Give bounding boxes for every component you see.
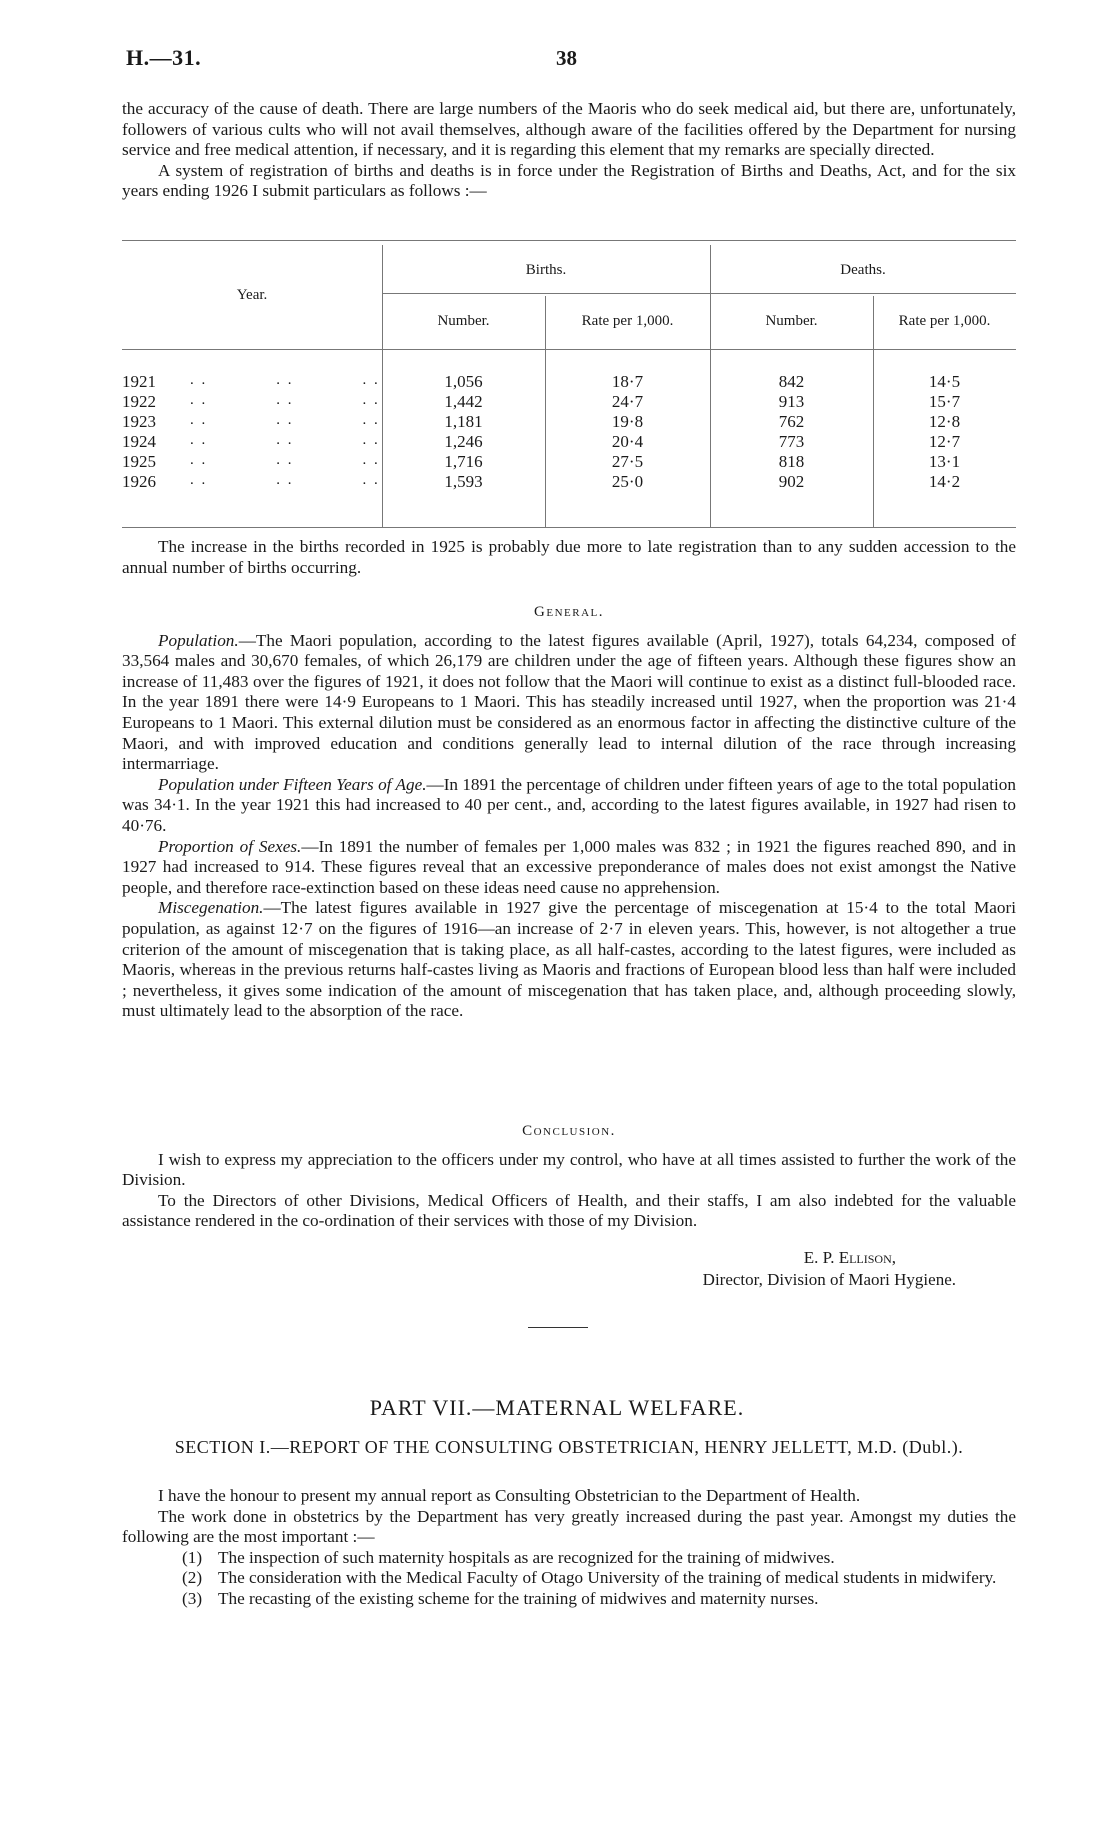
leader-dots: . . . . . . [190,372,380,388]
intro-paragraph-2: A system of registration of births and deaths is in force under the Registration of Births and Deaths, Act, and for the six years ending 1926 I submit particulars as follows :— [122,160,1016,201]
deaths-number-cell: 902 [778,472,805,491]
deaths-rate-cell: 12·7 [928,432,961,451]
list-item-number: (1) [182,1547,203,1567]
year-column-header: Year. [236,287,268,303]
deaths-number-cell: 773 [778,432,805,451]
deaths-rate-cell: 15·7 [928,392,961,411]
population-paragraph [122,631,1016,775]
after-table-section [122,537,1016,578]
leader-dots: . . . . . . [190,392,380,408]
signature-title: Director, Division of Maori Hygiene. [702,1270,956,1289]
births-rate-cell: 24·7 [611,392,644,411]
deaths-rate-header: Rate per 1,000. [898,313,991,329]
deaths-number-cell: 913 [778,392,805,411]
list-item-text: The consideration with the Medical Faculty of Otago University of the training of medical students in midwifery. [218,1568,997,1588]
births-number-cell: 1,181 [444,412,483,431]
births-number-cell: 1,246 [444,432,483,451]
births-rate-cell: 27·5 [611,452,644,471]
deaths-rate-cell: 12·8 [928,412,961,431]
deaths-number-cell: 818 [778,452,805,471]
list-item-text: The inspection of such maternity hospitals as are recognized for the training of midwives. [218,1547,835,1567]
births-column-header: Births. [525,262,567,278]
part-paragraph-2: The work done in obstetrics by the Department has very greatly increased during the past year. Amongst my duties the following are the most important :— [122,1506,1016,1547]
conclusion-paragraph-2: To the Directors of other Divisions, Medical Officers of Health, and their staffs, I am also indebted for the valuable assistance rendered in the co-ordination of their services with those of my Division. [122,1190,1016,1231]
list-item-text: The recasting of the existing scheme for the training of midwives and maternity nurses. [218,1588,819,1608]
conclusion-paragraph-1: I wish to express my appreciation to the officers under my control, who have at all times assisted to further the work of the Division. [122,1149,1016,1190]
table-row-year: 1923 [122,412,156,431]
conclusion-section [122,1121,1016,1232]
page-number: 38 [556,46,577,70]
miscegenation-label: Miscegenation. [158,898,264,918]
table-header-rule [122,349,1016,350]
conclusion-heading: Conclusion. [522,1123,616,1139]
sexes-text: —In 1891 the number of females per 1,000 males was 832 ; in 1921 the figures reached 890, and in 1927 had increased to 914. These figures reveal that an excessive preponderance of males does not exist amongst the Native people, and therefore race-extinction based on these ideas need cause no apprehension. [122,836,1017,897]
table-row-year: 1926 [122,472,156,491]
under-fifteen-text: —In 1891 the percentage of children under fifteen years of age to the total population was 34·1. In the year 1921 this had increased to 40 per cent., and, according to the latest figures available, in 1927 had risen to 40·76. [122,774,1016,835]
leader-dots: . . . . . . [190,452,380,468]
deaths-number-cell: 762 [778,412,805,431]
births-number-cell: 1,056 [444,372,483,391]
births-number-cell: 1,442 [444,392,483,411]
part-body [122,1486,1016,1610]
signature-name: E. P. Ellison, [803,1248,896,1267]
births-rate-cell: 19·8 [611,412,644,431]
population-label: Population. [158,630,239,650]
births-number-cell: 1,593 [444,472,483,491]
miscegenation-text: —The latest figures available in 1927 give the percentage of miscegenation at 15·4 to the total Maori population, as against 12·7 on the figures of 1916—an increase of 2·7 in eleven years. This, however, is not altogether a true criterion of the amount of miscegenation that is taking place, as all half-castes, according to the latest figures, were included as Maoris, whereas in the previous returns half-castes living as Maoris and fractions of European blood less than half were included ; nevertheless, it gives some indication of the amount of miscegenation that has taken place, and, although proceeding slowly, must ultimately lead to the absorption of the race. [122,898,1016,1021]
leader-dots: . . . . . . [190,472,380,488]
list-item-number: (3) [182,1588,203,1608]
part-title: PART VII.—MATERNAL WELFARE. [369,1395,745,1420]
sexes-paragraph [122,837,1016,899]
births-rate-cell: 25·0 [611,472,644,491]
table-top-rule [122,240,1016,241]
list-item-number: (2) [182,1568,203,1588]
table-row-year: 1921 [122,372,156,391]
part-paragraph-1: I have the honour to present my annual report as Consulting Obstetrician to the Department of Health. [158,1486,861,1505]
section-divider [528,1327,588,1328]
births-rate-cell: 20·4 [611,432,644,451]
deaths-rate-cell: 14·5 [928,372,961,391]
section-title: SECTION I.—REPORT OF THE CONSULTING OBSTETRICIAN, HENRY JELLETT, M.D. (Dubl.). [174,1437,964,1457]
intro-section [122,99,1016,202]
miscegenation-paragraph [122,898,1016,1022]
deaths-column-header: Deaths. [840,262,886,278]
table-row-year: 1922 [122,392,156,411]
deaths-number-header: Number. [765,313,818,329]
table-row-year: 1925 [122,452,156,471]
leader-dots: . . . . . . [190,412,380,428]
general-section [122,602,1016,1022]
deaths-rate-cell: 14·2 [928,472,961,491]
sexes-label: Proportion of Sexes. [158,836,302,856]
deaths-number-cell: 842 [778,372,805,391]
general-heading: General. [534,604,604,620]
table-bottom-rule [122,527,1016,528]
births-number-cell: 1,716 [444,452,483,471]
table-row-year: 1924 [122,432,156,451]
list-item [122,1589,1016,1610]
deaths-rate-cell: 13·1 [928,452,961,471]
after-table-paragraph: The increase in the births recorded in 1925 is probably due more to late registration than to any sudden accession to the annual number of births occurring. [122,537,1016,577]
list-item [122,1568,1016,1589]
population-text: —The Maori population, according to the latest figures available (April, 1927), totals 64,234, composed of 33,564 males and 30,670 females, of which 26,179 are children under the age of fifteen years. Although these figures show an increase of 11,483 over the figures of 1921, it does not follow that the Maori will continue to exist as a distinct full-blooded race. In the year 1891 there were 14·9 Europeans to 1 Maori. This has steadily increased until 1927, when the proportion was 21·4 Europeans to 1 Maori. This external dilution must be considered as an enormous factor in affecting the distinctive culture of the Maori, and with improved education and conditions generally lead to internal dilution of the race through increasing intermarriage. [122,630,1016,774]
leader-dots: . . . . . . [190,432,380,448]
table-mid-rule [382,293,1016,294]
births-number-header: Number. [437,313,490,329]
under-fifteen-label: Population under Fifteen Years of Age. [158,774,427,794]
document-reference: H.—31. [126,45,202,70]
intro-paragraph-1: the accuracy of the cause of death. There are large numbers of the Maoris who do seek medical aid, but there are, unfortunately, followers of various cults who will not avail themselves, although aware of the facilities offered by the Department for nursing service and free medical attention, if necessary, and it is regarding this element that my remarks are specially directed. [122,99,1016,160]
births-rate-cell: 18·7 [611,372,644,391]
under-fifteen-paragraph [122,775,1016,837]
list-item [122,1548,1016,1569]
births-rate-header: Rate per 1,000. [581,313,674,329]
